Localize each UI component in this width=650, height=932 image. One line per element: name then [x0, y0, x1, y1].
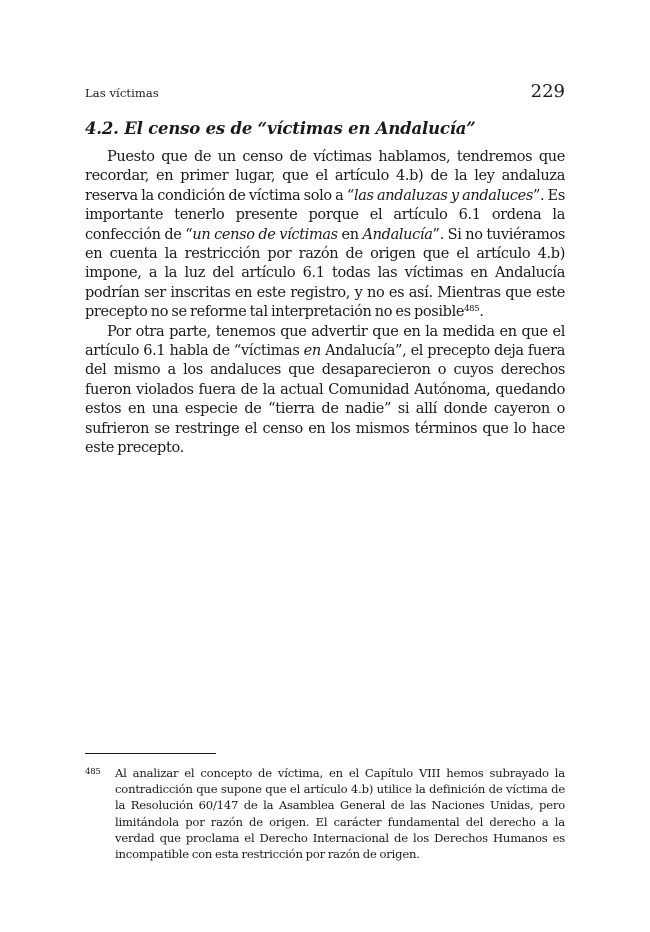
running-head-title: Las víctimas [85, 86, 159, 100]
italic-word: en [303, 343, 321, 360]
text-run: . [479, 304, 484, 321]
italic-quote: un censo de víctimas [192, 226, 338, 243]
italic-quote: las andaluzas y andaluces [353, 187, 533, 204]
footnote-reference[interactable]: 485 [464, 304, 480, 315]
text-run: ”. Si no tuviéramos en cuenta la restricción por razón de origen que el artículo 4.b) impone, a la luz del artículo 6.1 todas las víctimas en Andalucía podrían ser inscritas en este registro, y no es así. Mientras que este precepto no se reforme tal interpretación no es posible [85, 226, 565, 321]
page-number: 229 [530, 81, 565, 102]
text-run: Por otra parte, tenemos que advertir que en la medida en que el artículo 6.1 habla de “víctimas [85, 323, 565, 360]
text-run: Puesto que de un censo de víctimas hablamos, tendremos que recordar, en primer lugar, que el artículo 4.b) de la ley andaluza reserva la condición de víctima solo a “ [85, 149, 565, 204]
paragraph [85, 323, 565, 459]
italic-quote: Andalucía [362, 226, 433, 243]
footnote [85, 765, 565, 862]
text-run: en [337, 226, 363, 243]
body-text [85, 148, 565, 459]
text-run: Andalucía”, el precepto deja fuera del mismo a los andaluces que desaparecieron o cuyos derechos fueron violados fuera de la actual Comunidad Autónoma, quedando estos en una especie de “tierra de nadie” si allí donde cayeron o sufrieron se restringe el censo en los mismos términos que lo hace este precepto. [85, 343, 565, 457]
section-heading: 4.2. El censo es de “víctimas en Andalucía” [85, 119, 476, 138]
footnote-text: Al analizar el concepto de víctima, en el Capítulo VIII hemos subrayado la contradicción que supone que el artículo 4.b) utilice la definición de víctima de la Resolución 60/147 de la Asamblea General de las Naciones Unidas, pero limitándola por razón de origen. El carácter fundamental del derecho a la verdad que proclama el Derecho Internacional de los Derechos Humanos es incompatible con esta restricción por razón de origen. [115, 766, 565, 862]
text-run: ”. Es importante tenerlo presente porque el artículo 6.1 ordena la confección de “ [85, 187, 565, 243]
footnote-number: 485 [85, 767, 101, 777]
paragraph [85, 148, 565, 323]
running-head [85, 74, 565, 104]
footnote-divider [85, 753, 216, 754]
